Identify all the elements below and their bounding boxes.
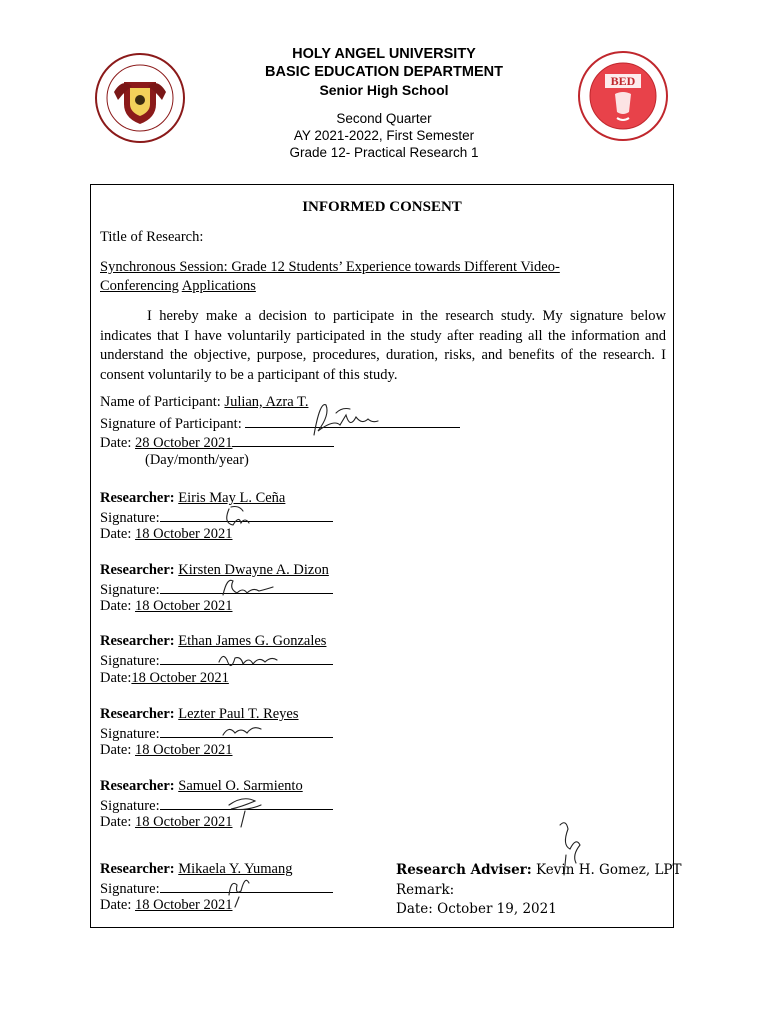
- adviser-row: [396, 861, 682, 881]
- signature-label: Signature:: [100, 510, 160, 526]
- quarter: Second Quarter: [336, 111, 432, 126]
- date-label: Date:: [100, 897, 132, 913]
- course-name: Grade 12- Practical Research 1: [289, 145, 479, 160]
- signature-line: [160, 650, 333, 665]
- signature-label: Signature:: [100, 881, 160, 897]
- research-title-word2: Applications: [181, 278, 256, 294]
- form-heading: INFORMED CONSENT: [302, 199, 462, 215]
- date-label: Date:: [100, 742, 132, 758]
- researcher-name: Mikaela Y. Yumang: [178, 861, 293, 877]
- participant-signature-line: [245, 413, 460, 428]
- researcher-date: 18 October 2021: [135, 526, 233, 542]
- department-name: BASIC EDUCATION DEPARTMENT: [265, 64, 503, 80]
- participant-date-line: [232, 432, 334, 447]
- signature-label: Signature:: [100, 582, 160, 598]
- consent-paragraph: I hereby make a decision to participate in the research study. My signature below indicates that I have voluntarily participated in the study after reading all the information and understand the objective, purpose, procedures, duration, risks, and benefits of the research. I consent voluntarily to be a participant of this study.: [100, 308, 666, 383]
- researcher-label: Researcher:: [100, 778, 175, 794]
- participant-name-row: [100, 393, 308, 413]
- researcher-label: Researcher:: [100, 490, 175, 506]
- participant-name: Julian, Azra T.: [224, 394, 309, 410]
- researcher-name: Lezter Paul T. Reyes: [178, 706, 299, 722]
- svg-text:BED: BED: [610, 74, 636, 88]
- date-label: Date:: [100, 814, 132, 830]
- researcher-date: 18 October 2021: [135, 814, 233, 830]
- researcher-name: Samuel O. Sarmiento: [178, 778, 303, 794]
- researcher-date: 18 October 2021: [135, 742, 233, 758]
- researcher-label: Researcher:: [100, 633, 175, 649]
- consent-form-box: [90, 184, 682, 928]
- date-label: Date:: [100, 670, 132, 686]
- signature-label: Signature:: [100, 726, 160, 742]
- participant-signature-label: Signature of Participant:: [100, 416, 242, 432]
- researcher-label: Researcher:: [100, 861, 175, 877]
- signature-label: Signature:: [100, 653, 160, 669]
- signature-line: [160, 507, 333, 522]
- date-label: Date:: [100, 598, 132, 614]
- signature-line: [160, 723, 333, 738]
- title-label: Title of Research:: [100, 229, 204, 245]
- researcher-label: Researcher:: [100, 706, 175, 722]
- signature-line: [160, 579, 333, 594]
- adviser-date: Date: October 19, 2021: [396, 901, 557, 917]
- school-name: Senior High School: [319, 82, 449, 98]
- document-header: [0, 45, 768, 161]
- adviser-label: Research Adviser:: [396, 862, 532, 878]
- participant-date-label: Date:: [100, 435, 132, 451]
- research-title-line1: Synchronous Session: Grade 12 Students’ Experience towards Different Video-: [100, 259, 560, 275]
- date-label: Date:: [100, 526, 132, 542]
- date-format-hint: (Day/month/year): [145, 452, 249, 468]
- participant-name-label: Name of Participant:: [100, 394, 221, 410]
- researcher-date: 18 October 2021: [135, 897, 233, 913]
- signature-line: [160, 795, 333, 810]
- researcher-date: 18 October 2021: [135, 598, 233, 614]
- academic-year: AY 2021-2022, First Semester: [293, 128, 475, 143]
- researcher-name: Kirsten Dwayne A. Dizon: [178, 562, 329, 578]
- research-title-line2: [100, 277, 256, 297]
- participant-date: 28 October 2021: [135, 435, 233, 451]
- adviser-remark: Remark:: [396, 882, 455, 898]
- signature-line: [160, 878, 333, 893]
- research-title-word1: Conferencing: [100, 278, 179, 294]
- adviser-name: Kevin H. Gomez, LPT: [531, 862, 682, 878]
- researcher-name: Ethan James G. Gonzales: [178, 633, 327, 649]
- researcher-name: Eiris May L. Ceña: [178, 490, 286, 506]
- researcher-label: Researcher:: [100, 562, 175, 578]
- signature-label: Signature:: [100, 798, 160, 814]
- researcher-date: 18 October 2021: [131, 670, 229, 686]
- university-name: HOLY ANGEL UNIVERSITY: [292, 46, 476, 62]
